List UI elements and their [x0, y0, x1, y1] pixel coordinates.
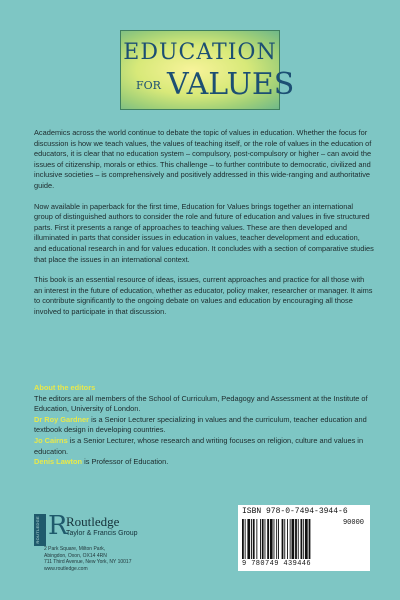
barcode-bar: [305, 519, 308, 559]
blurb: [34, 128, 374, 328]
barcode-bar: [260, 519, 261, 559]
barcode-bar: [287, 519, 288, 559]
barcode-bar: [270, 519, 273, 559]
isbn-text: ISBN 978-0-7494-3944-6: [242, 507, 348, 516]
editor-bio: is a Senior Lecturer specializing in values and the curriculum, teacher education and textbook design in developing countries.: [34, 414, 367, 435]
routledge-side-mark: [34, 514, 46, 546]
barcode-bar: [267, 519, 269, 559]
barcode-bar: [276, 519, 277, 559]
barcode-bar: [265, 519, 266, 559]
publisher-group: Taylor & Francis Group: [66, 530, 138, 537]
barcode-bar: [290, 519, 291, 559]
editor-name: Denis Lawton: [34, 457, 83, 467]
blurb-paragraph-3: This book is an essential resource of ideas, issues, current approaches and practice for all those with an interest in the future of education, whether as educator, policy maker, researcher or manager. It aims to contribute significantly to the ongoing debate on values and education by encouraging all those involved to participate in that discussion.: [34, 275, 373, 316]
barcode-bar: [301, 519, 303, 559]
editor-bio: is Professor of Education.: [82, 457, 169, 467]
barcode-bar: [284, 519, 285, 559]
editors-heading: About the editors: [34, 383, 96, 392]
address-line: Abingdon, Oxon, OX14 4RN: [44, 552, 107, 559]
barcode-bar: [245, 519, 246, 559]
editor-name: Dr Roy Gardner: [34, 414, 90, 424]
editor-bio: is a Senior Lecturer, whose research and writing focuses on religion, culture and values in education.: [34, 435, 364, 456]
barcode-bar: [253, 519, 255, 559]
editor-entry: [34, 415, 374, 436]
barcode-bar: [292, 519, 295, 559]
title-values: VALUES: [167, 67, 295, 102]
editors-intro: The editors are all members of the School of Curriculum, Pedagogy and Assessment at the Institute of Education, University of London.: [34, 393, 368, 414]
address-line: 711 Third Avenue, New York, NY 10017: [44, 559, 132, 565]
routledge-r-icon: R: [48, 511, 68, 541]
barcode-bar: [282, 519, 284, 559]
publisher-name: Routledge: [66, 514, 120, 529]
isbn-barcode: [238, 505, 370, 571]
barcode-bar: [242, 519, 244, 559]
barcode-bar: [251, 519, 252, 559]
editor-entry: [34, 457, 374, 468]
editor-entry: [34, 436, 374, 457]
cover-title-panel: [120, 30, 295, 110]
address-line: www.routledge.com: [44, 565, 88, 572]
price-code: 90000: [342, 519, 364, 527]
barcode-bar: [256, 519, 257, 559]
barcode-bar: [298, 519, 299, 559]
routledge-mark-text: ROUTLEDGE: [35, 516, 40, 544]
barcode-bar: [295, 519, 297, 559]
title-education: EDUCATION: [123, 40, 277, 65]
about-editors: [34, 383, 374, 468]
barcode-bar: [309, 519, 311, 559]
address-line: 2 Park Square, Milton Park,: [44, 546, 106, 552]
barcode-bar: [278, 519, 279, 559]
editor-name: Jo Cairns: [34, 435, 68, 445]
title-for: FOR: [136, 79, 161, 92]
barcode-bar: [274, 519, 275, 559]
publisher-address: [44, 546, 131, 572]
blurb-paragraph-1: Academics across the world continue to debate the topic of values in education. Whether the focus for discussion is how we teach values, the values of teaching itself, or the role of values in the education of educators, it is clear that no education system – compulsory, post-compulsory or higher – can avoid the issues of citizenship, morals or ethics. This challenge – to further contribute to democratic, civilized and inclusive societies – is comprehensively and positively addressed in this wide-ranging and authoritative guide.: [34, 128, 372, 190]
barcode-bar: [247, 519, 250, 559]
barcode-bar: [303, 519, 304, 559]
barcode-number: 9 780749 439446: [242, 560, 312, 568]
blurb-paragraph-2: Now available in paperback for the first time, Education for Values brings together an international group of distinguished authors to consider the role and future of education and values in five structured parts. First it presents a range of approaches to teaching values. These are then developed and illuminated in parts that consider issues in education in values, teacher development and education, and educational research in and for values education. It concludes with a section of comparative studies that place the issues in an international context.: [34, 201, 374, 264]
barcode-bar: [262, 519, 264, 559]
